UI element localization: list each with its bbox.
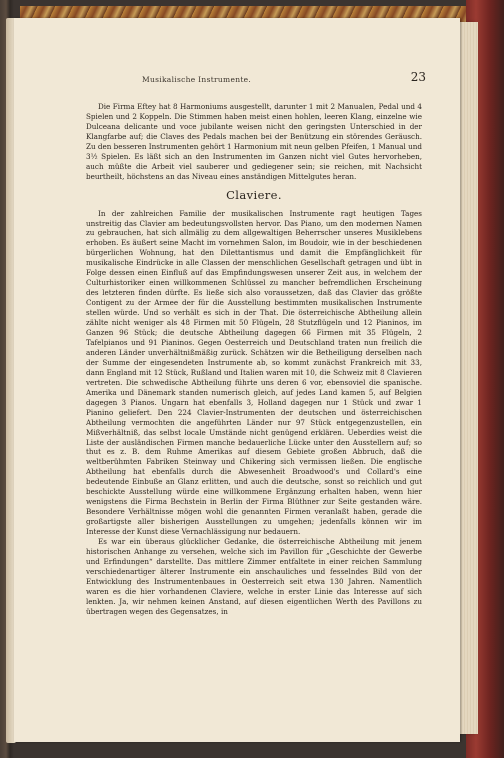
running-head: Musikalische Instrumente. <box>142 75 252 84</box>
page-number: 23 <box>410 70 426 84</box>
paragraph: Die Firma Eftey hat 8 Harmoniums ausgestellt, darunter 1 mit 2 Manualen, Pedal und 4 Spielen und 2 Koppeln. Die Stimmen haben meist einen hohlen, leeren Klang, einzelne wie Dulceana delicante und voce jubilante weisen nicht den geringsten Unterschied in der Klangfarbe auf; die Claves des Pedals machen bei der Benützung ein störendes Geräusch. Zu den besseren Instrumenten gehört 1 Harmonium mit neun gelben Pfeifen, 1 Manual und 3½ Spielen. Es läßt sich an den Instrumenten im Ganzen nicht viel Gutes hervorheben, auch müßte die Arbeit viel sauberer und gediegener sein; sie reichen, mit Nachsicht beurtheilt, höchstens an das Niveau eines anständigen Mittelgutes heran. <box>86 102 422 181</box>
paragraph: In der zahlreichen Familie der musikalischen Instrumente ragt heutigen Tages unstreitig das Clavier am bedeutungsvollsten hervor. Das Piano, um den modernen Namen zu gebrauchen, hat sich allmälig zu dem allgewaltigen Beherrscher unseres Musiklebens erhoben. Es äußert seine Macht im vornehmen Salon, im Boudoir, wie in der beschiedenen bürgerlichen Wohnung, hat den Dilettantismus und damit die Empfänglichkeit für musikalische Eindrücke in alle Classen der menschlichen Gesellschaft getragen und übt in Folge dessen einen Einfluß auf das Empfindungswesen unserer Zeit aus, in welchem der Culturhistoriker einen willkommenen Schlüssel zu mancher befremdlichen Erscheinung des letzteren finden dürfte. Es ließe sich also voraussetzen, daß das Clavier das größte Contigent zu der Armee der für die Ausstellung bestimmten musikalischen Instrumente stellen würde. Und so verhält es sich in der That. Die österreichische Abtheilung allein zählte nicht weniger als 48 Firmen mit 50 Flügeln, 28 Stutzflügeln und 12 Pianinos, im Ganzen 96 Stück; die deutsche Abtheilung dagegen 66 Firmen mit 35 Flügeln, 2 Tafelpianos und 91 Pianinos. Gegen Oesterreich und Deutschland traten nun freilich die anderen Länder unverhältnißmäßig zurück. Schätzen wir die Betheiligung derselben nach der Summe der eingesendeten Instrumente ab, so kommt zunächst Frankreich mit 33, dann England mit 12 Stück, Rußland und Italien waren mit 10, die Schweiz mit 8 Clavieren vertreten. Die schwedische Abtheilung führte uns deren 6 vor, ebensoviel die spanische. Amerika und Dänemark standen numerisch gleich, auf jedes Land kamen 5, auf Belgien dagegen 3 Pianos. Ungarn hat ebenfalls 3, Holland dagegen nur 1 Stück und zwar 1 Pianino geliefert. Den 224 Clavier-Instrumenten der deutschen und österreichischen Abtheilung vermochten die angeführten Länder nur 97 Stück entgegenzustellen, ein Mißverhältniß, das selbst locale Umstände nicht genügend erklären. Ueberdies weist die Liste der ausländischen Firmen manche bedauerliche Lücke unter den Ausstellern auf; so thut es z. B. dem Ruhme Amerikas auf diesem Gebiete großen Abbruch, daß die weltberühmten Fabriken Steinway und Chikering sich vermissen ließen. Die englische Abtheilung hat ebenfalls durch die Abwesenheit Broadwood's und Collard's eine bedeutende Einbuße an Glanz erlitten, und auch die deutsche, sonst so reichlich und gut beschickte Ausstellung würde eine willkommene Ergänzung erhalten haben, wenn hier wenigstens die Firma Bechstein in Berlin der Firma Blüthner zur Seite gestanden wäre. Besondere Verhältnisse mögen wohl die genannten Firmen veranlaßt haben, gerade die großartigste aller bisherigen Ausstellungen zu umgehen; jedenfalls können wir im Interesse der Kunst diese Vernachlässigung nur bedauern. <box>86 208 422 537</box>
paragraph: Es war ein überaus glücklicher Gedanke, die österreichische Abtheilung mit jenem historischen Anhange zu versehen, welche sich im Pavillon für „Geschichte der Gewerbe und Erfindungen“ darstellte. Das mittlere Zimmer entfaltete in einer reichen Sammlung verschiedenartiger älterer Instrumente ein anschauliches und fesselndes Bild von der Entwicklung des Instrumentenbaues in Oesterreich seit etwa 130 Jahren. Namentlich waren es die hier vorhandenen Claviere, welche in erster Linie das Interesse auf sich lenkten. Ja, wir nehmen keinen Anstand, auf diesen eigentlichen Werth des Pavillons zu übertragen wegen des Gegensatzes, in <box>86 537 422 616</box>
page-stack <box>460 22 478 734</box>
body-text <box>86 102 422 617</box>
section-heading: Claviere. <box>226 187 282 202</box>
